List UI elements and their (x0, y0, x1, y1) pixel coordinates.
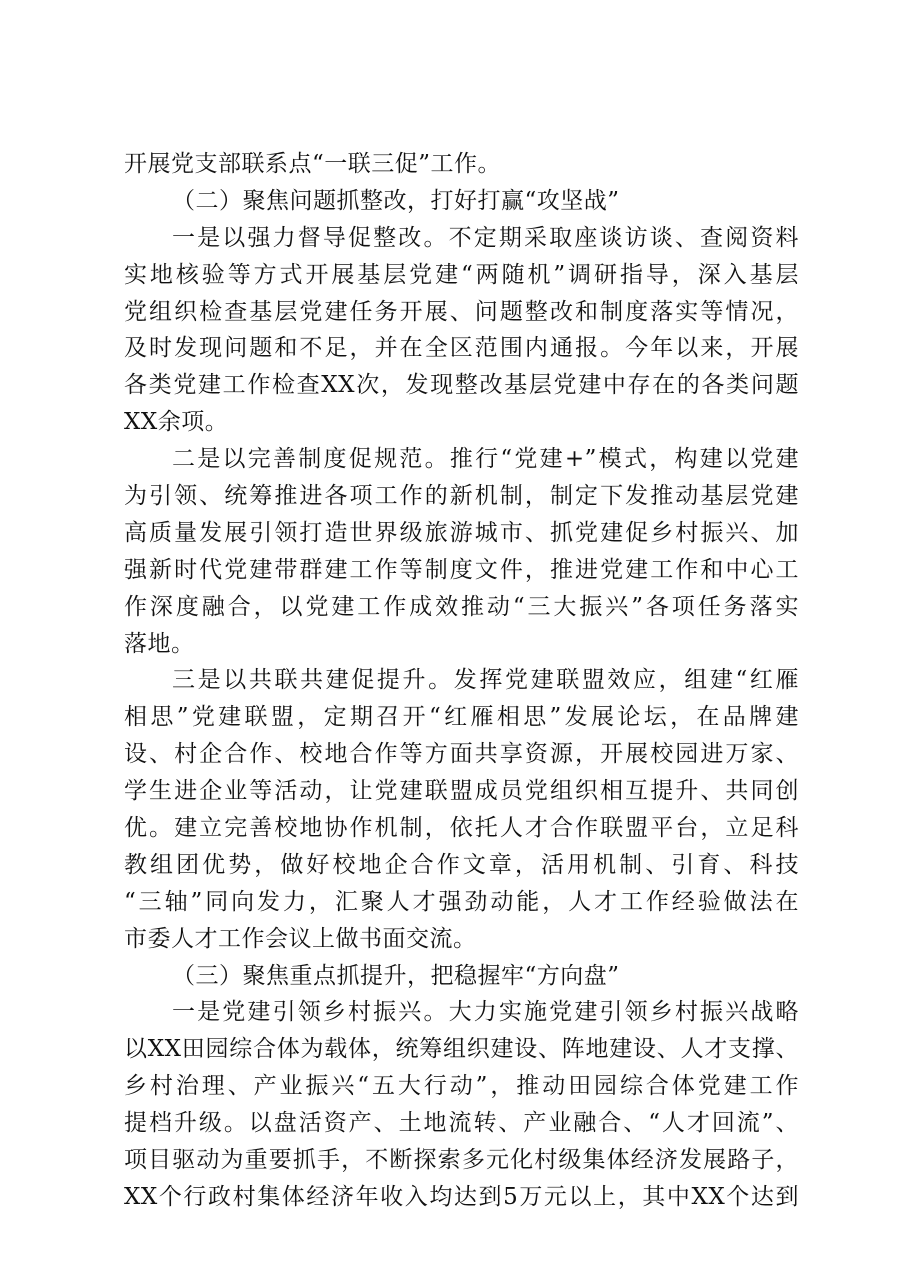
text-line: 以XX田园综合体为载体，统筹组织建设、阵地建设、人才支撑、 (124, 1036, 799, 1063)
text-line: 三是以共联共建促提升。发挥党建联盟效应，组建“红雁 (172, 667, 799, 694)
text-line: 相思”党建联盟，定期召开“红雁相思”发展论坛，在品牌建 (124, 704, 799, 731)
section-heading-3: （三）聚焦重点抓提升，把稳握牢“方向盘” (172, 962, 620, 989)
document-body (124, 146, 799, 1216)
text-line: 实地核验等方式开展基层党建“两随机”调研指导，深入基层 (124, 261, 799, 288)
text-line: 为引领、统筹推进各项工作的新机制，制定下发推动基层党建 (124, 483, 799, 510)
section-heading-2: （二）聚焦问题抓整改，打好打赢“攻坚战” (172, 187, 620, 214)
text-line: XX余项。 (124, 409, 229, 436)
text-line: 设、村企合作、校地合作等方面共享资源，开展校园进万家、 (124, 741, 799, 768)
text-line: 二是以完善制度促规范。推行“党建+”模式，构建以党建 (172, 446, 799, 473)
text-line: 各类党建工作检查XX次，发现整改基层党建中存在的各类问题 (124, 372, 799, 399)
text-line: 市委人才工作会议上做书面交流。 (124, 925, 477, 952)
text-line: 开展党支部联系点“一联三促”工作。 (124, 151, 502, 177)
text-line: XX个行政村集体经济年收入均达到5万元以上，其中XX个达到 (124, 1183, 799, 1210)
text-line: 一是以强力督导促整改。不定期采取座谈访谈、查阅资料 (172, 224, 799, 251)
text-line: 项目驱动为重要抓手，不断探索多元化村级集体经济发展路子， (124, 1147, 799, 1174)
text-line: 一是党建引领乡村振兴。大力实施党建引领乡村振兴战略 (172, 999, 799, 1026)
text-line: 学生进企业等活动，让党建联盟成员党组织相互提升、共同创 (124, 778, 799, 805)
text-line: 强新时代党建带群建工作等制度文件，推进党建工作和中心工 (124, 556, 799, 583)
text-line: 优。建立完善校地协作机制，依托人才合作联盟平台，立足科 (124, 815, 799, 842)
text-line: 教组团优势，做好校地企合作文章，活用机制、引育、科技 (124, 851, 799, 878)
text-line: 高质量发展引领打造世界级旅游城市、抓党建促乡村振兴、加 (124, 519, 799, 546)
text-line: 落地。 (124, 630, 195, 657)
text-line: “三轴”同向发力，汇聚人才强劲动能，人才工作经验做法在 (124, 888, 799, 915)
text-line: 提档升级。以盘活资产、土地流转、产业融合、“人才回流”、 (124, 1110, 799, 1137)
text-line: 作深度融合，以党建工作成效推动“三大振兴”各项任务落实 (124, 593, 799, 620)
text-line: 党组织检查基层党建任务开展、问题整改和制度落实等情况， (124, 298, 799, 325)
text-line: 乡村治理、产业振兴“五大行动”，推动田园综合体党建工作 (124, 1073, 799, 1100)
text-line: 及时发现问题和不足，并在全区范围内通报。今年以来，开展 (124, 335, 799, 362)
